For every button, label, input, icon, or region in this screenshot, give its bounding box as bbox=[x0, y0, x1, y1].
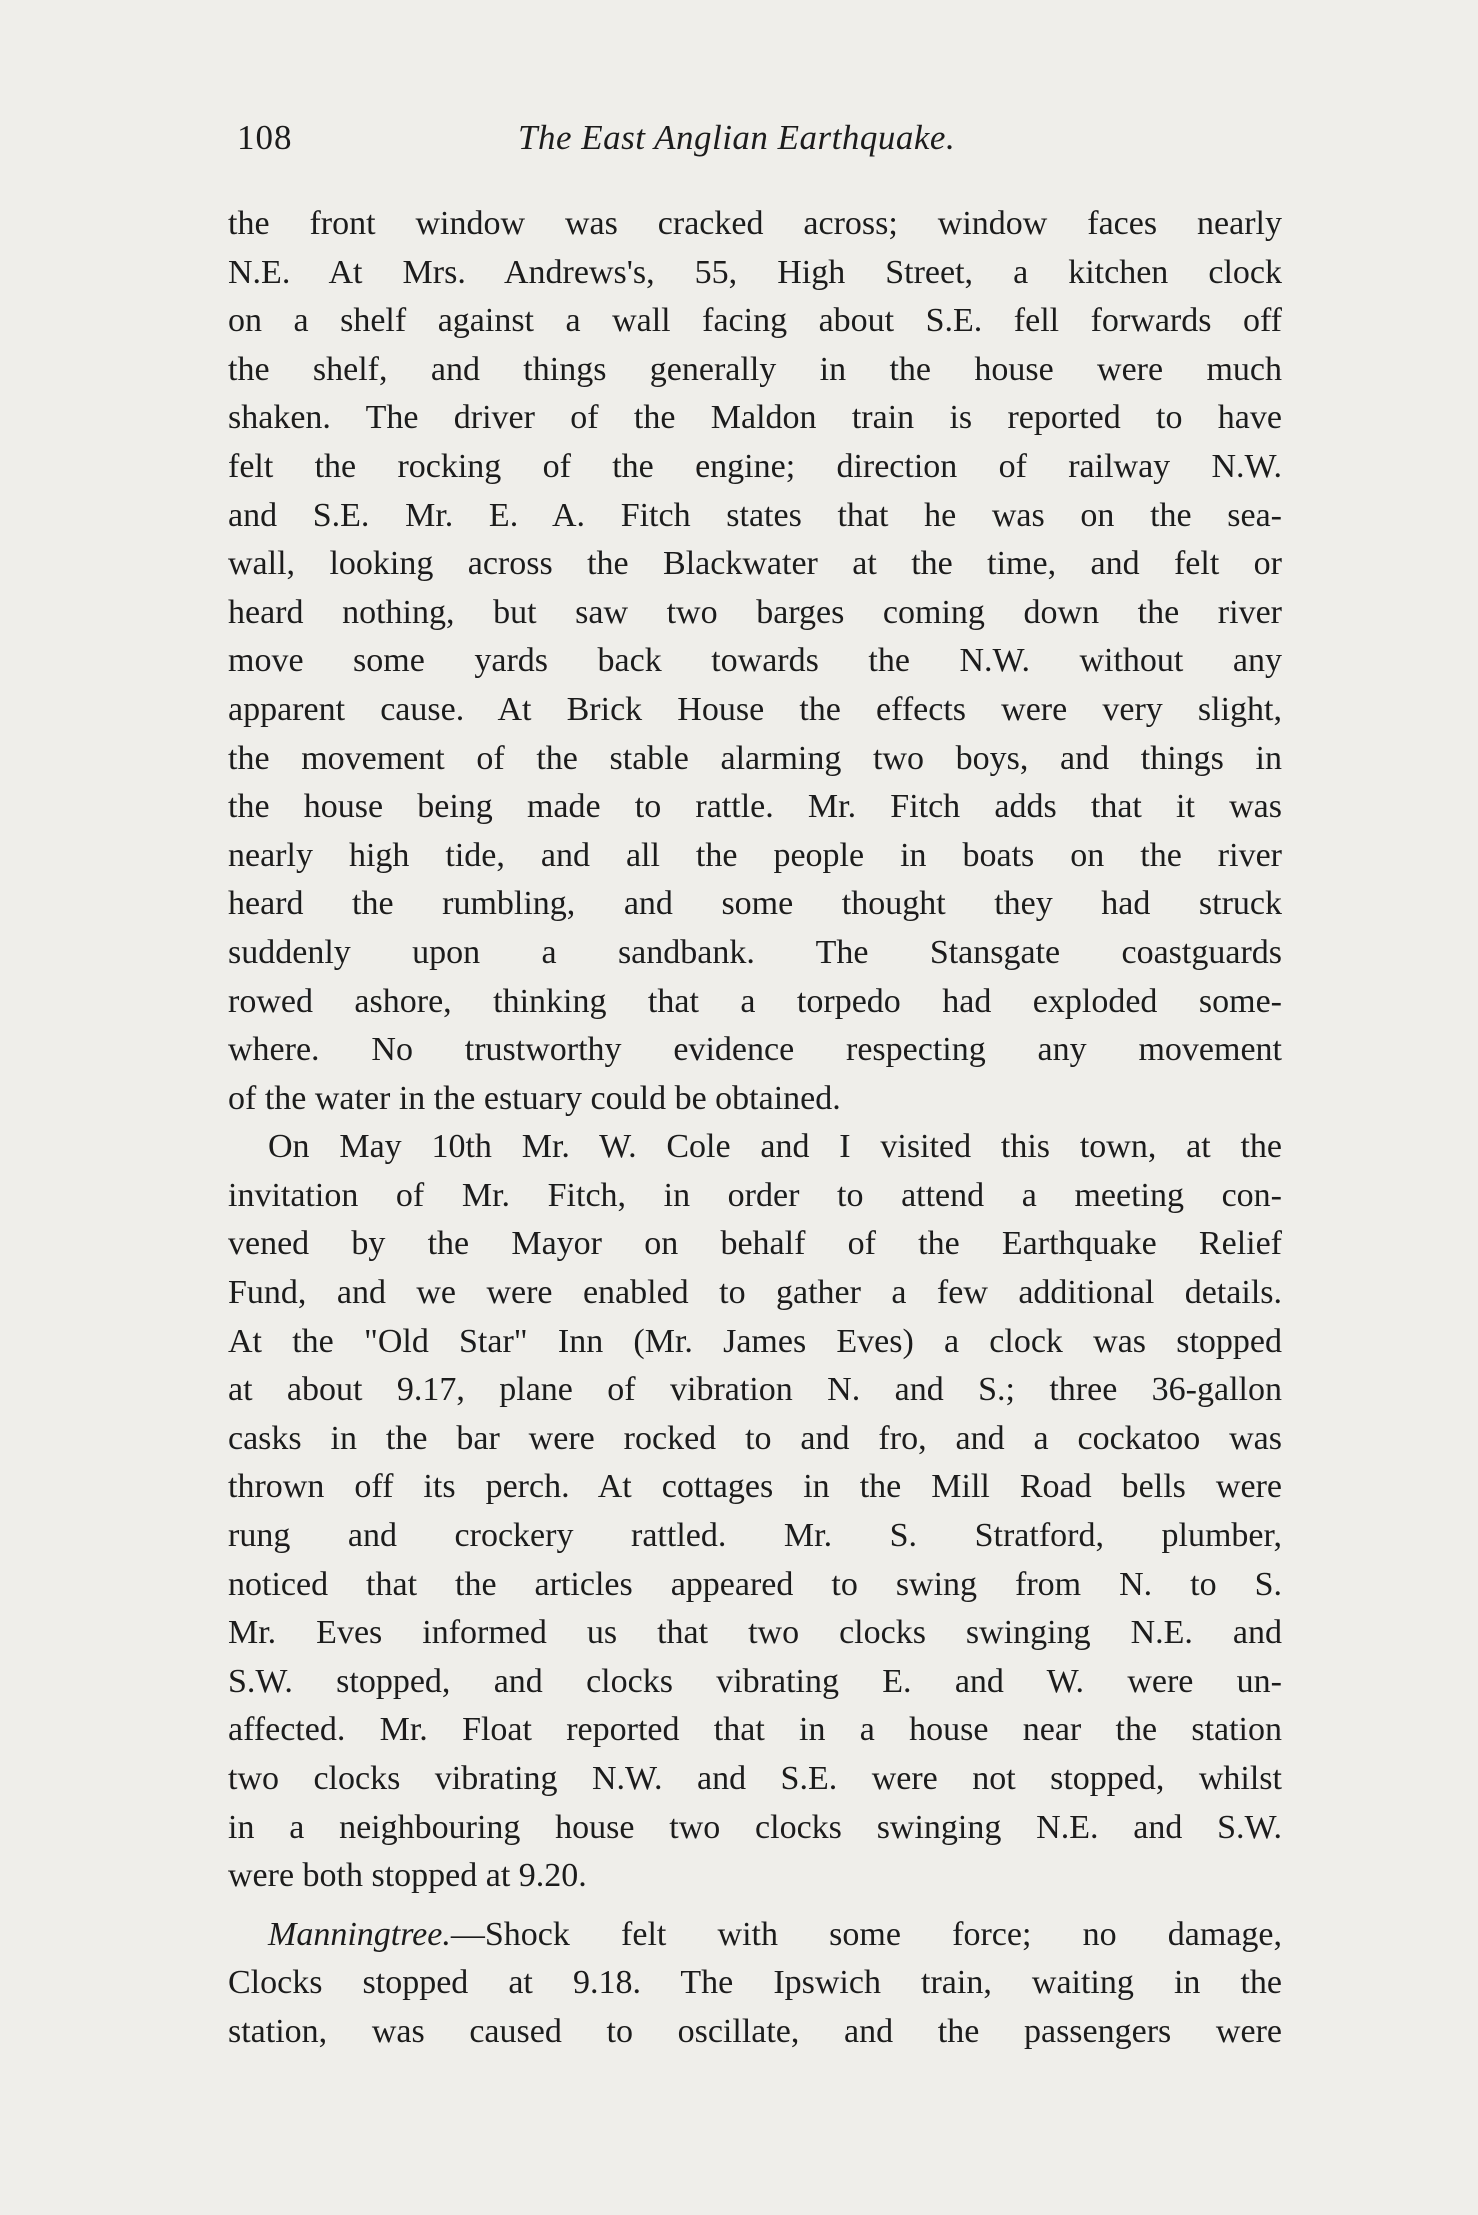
text-line: noticed that the articles appeared to swing from N. to S. bbox=[228, 1565, 1282, 1603]
paragraph-1 bbox=[228, 200, 1282, 1123]
text-line: move some yards back towards the N.W. without any bbox=[228, 642, 1282, 680]
text-line bbox=[228, 1911, 1282, 1960]
text-line: rung and crockery rattled. Mr. S. Stratford, plumber, bbox=[228, 1517, 1282, 1555]
text-line: Fund, and we were enabled to gather a few additional details. bbox=[228, 1274, 1282, 1312]
text-line: Mr. Eves informed us that two clocks swinging N.E. and bbox=[228, 1614, 1282, 1652]
text-line: nearly high tide, and all the people in boats on the river bbox=[228, 836, 1282, 874]
text-line: S.W. stopped, and clocks vibrating E. and W. were un- bbox=[228, 1662, 1282, 1700]
text-line: apparent cause. At Brick House the effects were very slight, bbox=[228, 690, 1282, 728]
text-line: the house being made to rattle. Mr. Fitch adds that it was bbox=[228, 788, 1282, 826]
paragraph-2 bbox=[228, 1123, 1282, 1901]
running-title: The East Anglian Earthquake. bbox=[518, 118, 956, 157]
text-line: wall, looking across the Blackwater at the time, and felt or bbox=[228, 545, 1282, 583]
text-line: were both stopped at 9.20. bbox=[228, 1857, 587, 1895]
place-name: Manningtree. bbox=[268, 1915, 451, 1953]
text-line: station, was caused to oscillate, and the passengers were bbox=[228, 2012, 1282, 2050]
text-line: the front window was cracked across; window faces nearly bbox=[228, 205, 1282, 242]
text-line: two clocks vibrating N.W. and S.E. were not stopped, whilst bbox=[228, 1760, 1282, 1797]
text-line: affected. Mr. Float reported that in a house near the station bbox=[228, 1711, 1282, 1749]
paragraph-spacing bbox=[228, 1901, 1282, 1911]
text-line: at about 9.17, plane of vibration N. and S.; three 36-gallon bbox=[228, 1371, 1282, 1409]
page-header bbox=[0, 118, 1478, 178]
text-line: N.E. At Mrs. Andrews's, 55, High Street, a kitchen clock bbox=[228, 253, 1282, 291]
text-line: where. No trustworthy evidence respecting any movement bbox=[228, 1031, 1282, 1069]
text-line: shaken. The driver of the Maldon train is reported to have bbox=[228, 399, 1282, 437]
text-line: on a shelf against a wall facing about S.E. fell forwards off bbox=[228, 302, 1282, 340]
text-line: vened by the Mayor on behalf of the Earthquake Relief bbox=[228, 1225, 1282, 1263]
text-line: and S.E. Mr. E. A. Fitch states that he was on the sea- bbox=[228, 496, 1282, 534]
text-line: invitation of Mr. Fitch, in order to attend a meeting con- bbox=[228, 1176, 1282, 1214]
text-line: the shelf, and things generally in the house were much bbox=[228, 350, 1282, 388]
paragraph-3 bbox=[228, 1911, 1282, 2057]
body-text bbox=[228, 200, 1282, 2057]
text-line: suddenly upon a sandbank. The Stansgate coastguards bbox=[228, 933, 1282, 971]
text-line: casks in the bar were rocked to and fro, and a cockatoo was bbox=[228, 1419, 1282, 1457]
text-line: of the water in the estuary could be obtained. bbox=[228, 1079, 841, 1117]
text-line: Clocks stopped at 9.18. The Ipswich train, waiting in the bbox=[228, 1964, 1282, 2002]
line-rest: —Shock felt with some force; no damage, bbox=[450, 1915, 1282, 1953]
text-line: thrown off its perch. At cottages in the Mill Road bells were bbox=[228, 1468, 1282, 1506]
text-line: rowed ashore, thinking that a torpedo had exploded some- bbox=[228, 982, 1282, 1020]
text-line: heard the rumbling, and some thought they had struck bbox=[228, 885, 1282, 923]
page-number: 108 bbox=[237, 118, 293, 157]
text-line: in a neighbouring house two clocks swinging N.E. and S.W. bbox=[228, 1808, 1282, 1846]
text-line: At the "Old Star" Inn (Mr. James Eves) a clock was stopped bbox=[228, 1322, 1282, 1360]
text-line: On May 10th Mr. W. Cole and I visited this town, at the bbox=[268, 1128, 1282, 1166]
text-line: the movement of the stable alarming two boys, and things in bbox=[228, 739, 1282, 777]
text-line: heard nothing, but saw two barges coming down the river bbox=[228, 593, 1282, 631]
text-line: felt the rocking of the engine; direction of railway N.W. bbox=[228, 447, 1282, 485]
